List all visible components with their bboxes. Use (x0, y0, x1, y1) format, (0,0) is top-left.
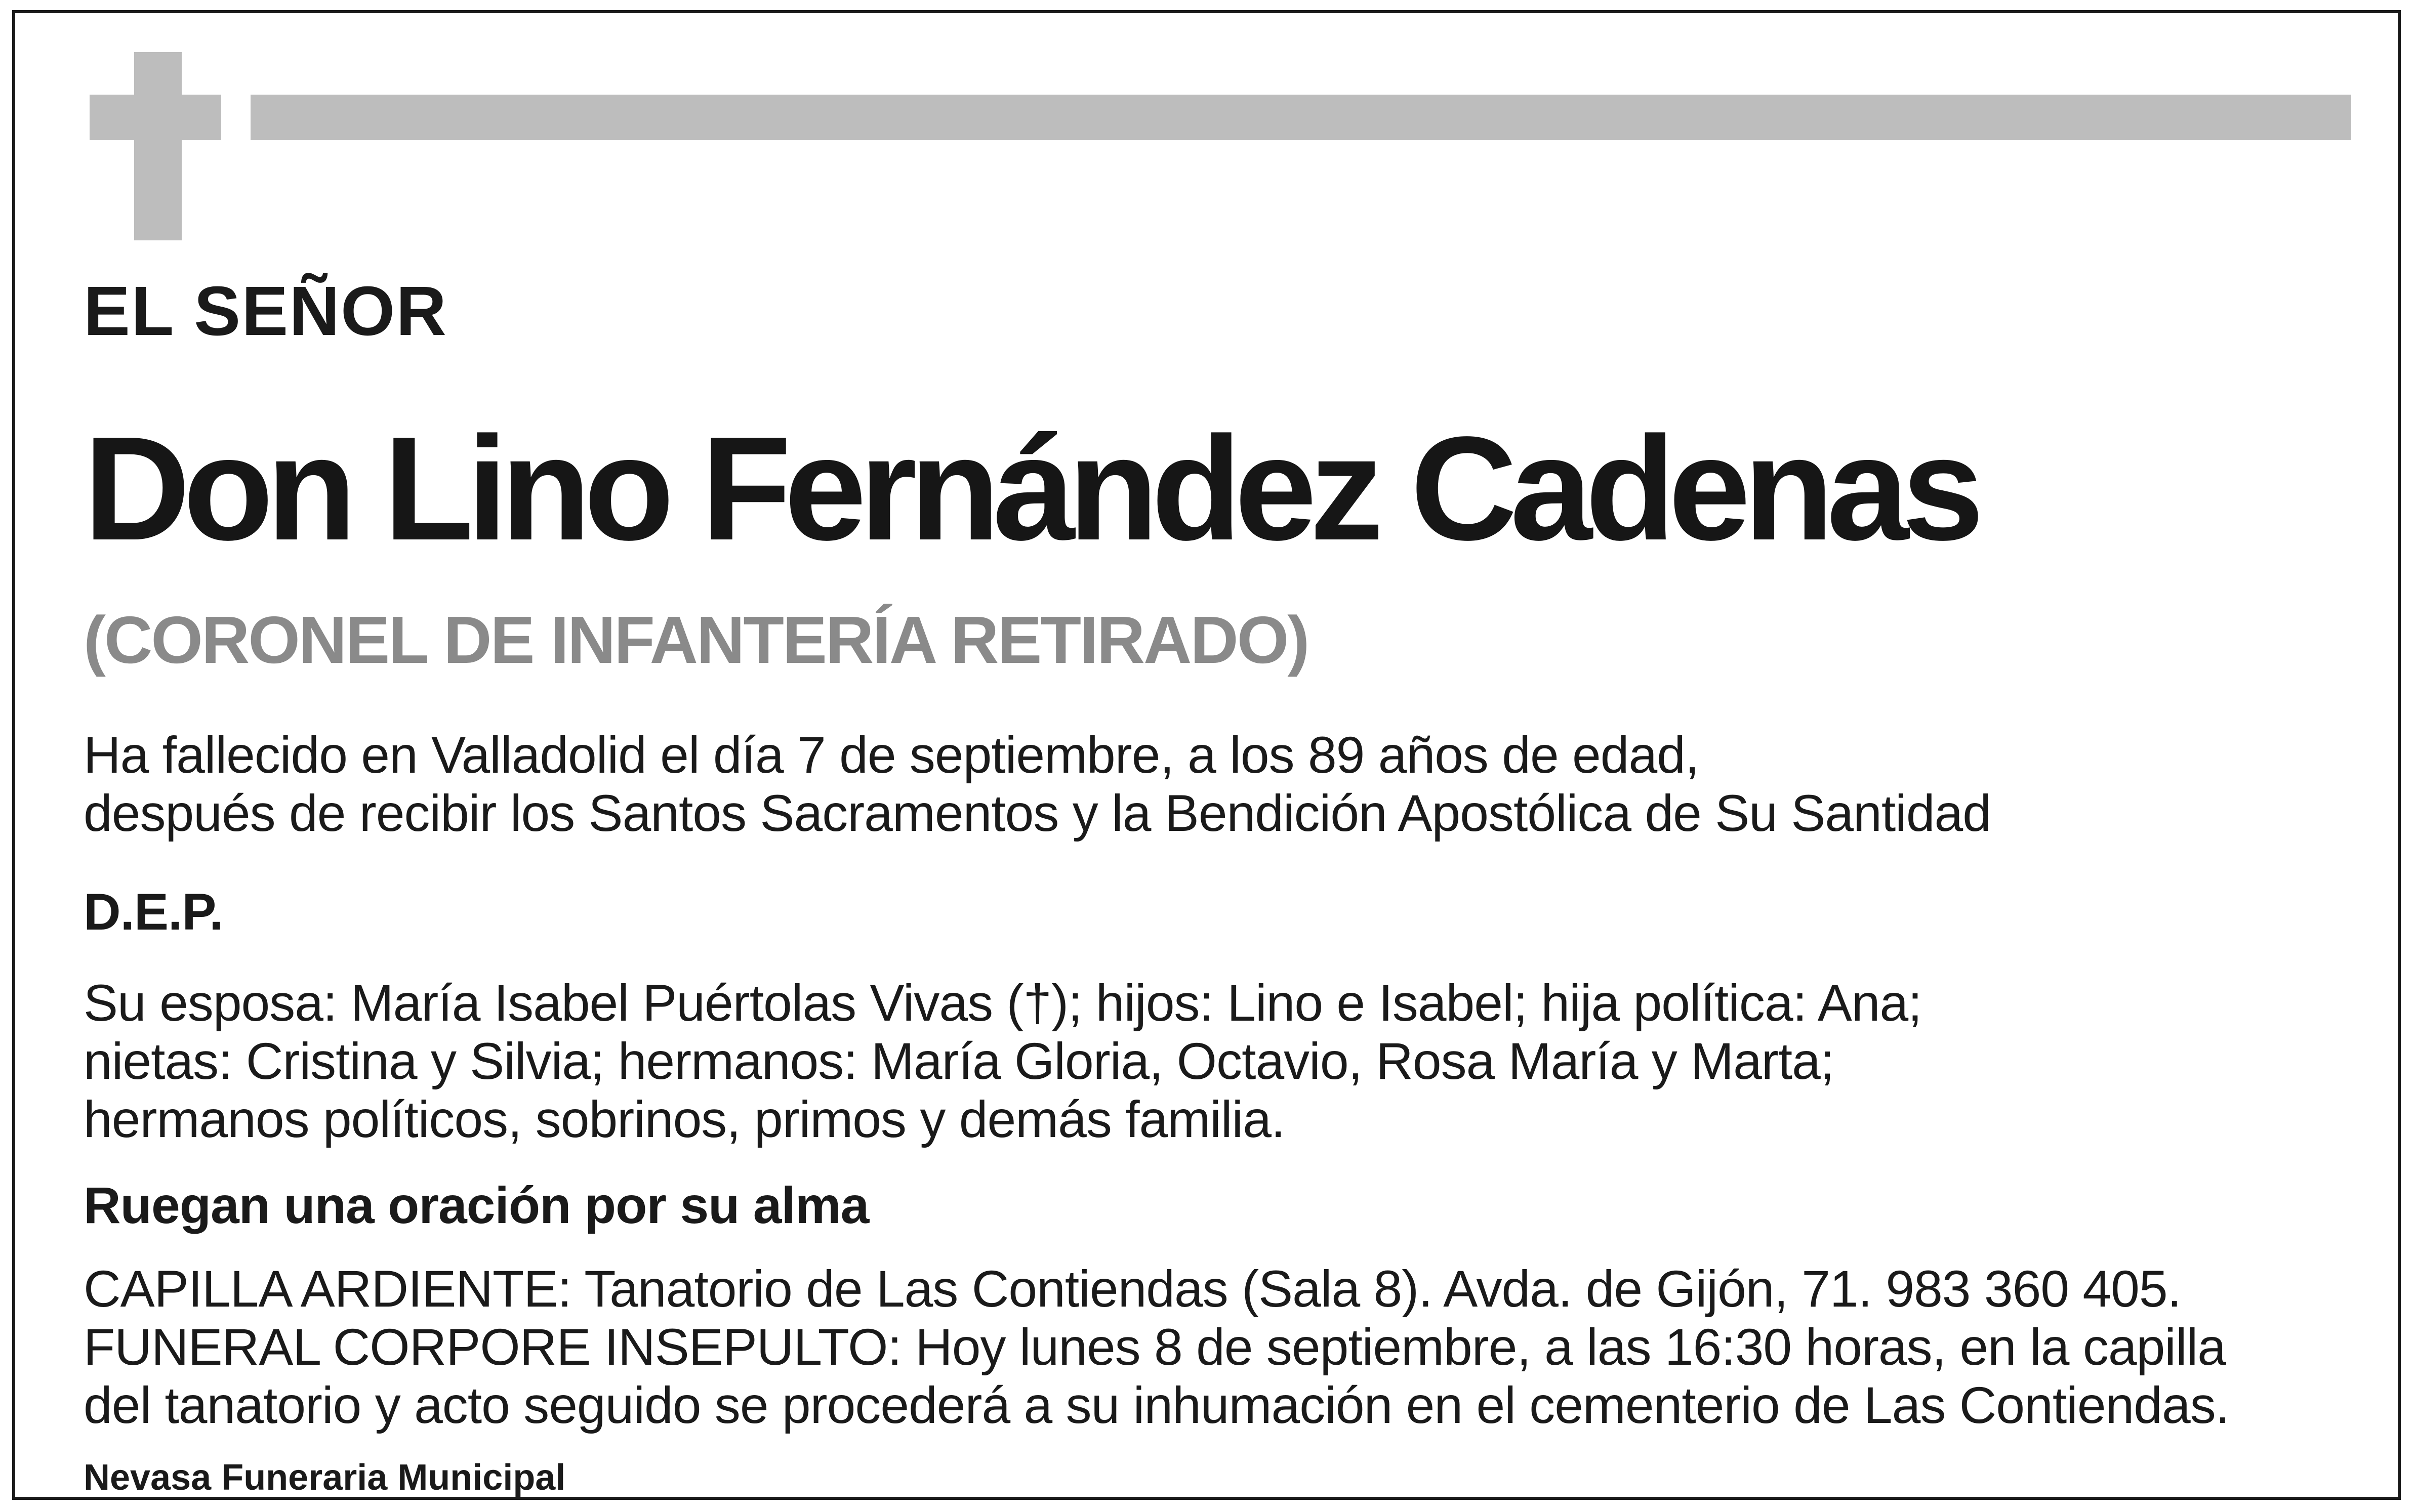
cross-icon-horizontal (90, 95, 221, 140)
funeral-home: Nevasa Funeraria Municipal (84, 1457, 566, 1498)
rip-text: D.E.P. (84, 883, 223, 941)
prayer-request: Ruegan una oración por su alma (84, 1177, 869, 1234)
services-line-3: del tanatorio y acto seguido se procederá a su inhumación en el cementerio de Las Contiendas. (84, 1376, 2230, 1434)
announcement-line-1: Ha fallecido en Valladolid el día 7 de septiembre, a los 89 años de edad, (84, 726, 1699, 784)
family-line-1: Su esposa: María Isabel Puértolas Vivas (†); hijos: Lino e Isabel; hija política: Ana; (84, 974, 1922, 1032)
services-line-1: CAPILLA ARDIENTE: Tanatorio de Las Contiendas (Sala 8). Avda. de Gijón, 71. 983 360 405. (84, 1260, 2181, 1318)
deceased-name: Don Lino Fernández Cadenas (84, 406, 1977, 571)
cross-icon-vertical (134, 52, 182, 240)
announcement-line-2: después de recibir los Santos Sacramentos y la Bendición Apostólica de Su Santidad (84, 784, 1991, 842)
family-line-3: hermanos políticos, sobrinos, primos y demás familia. (84, 1090, 1285, 1148)
deceased-rank: (CORONEL DE INFANTERÍA RETIRADO) (84, 603, 1308, 677)
services-line-2: FUNERAL CORPORE INSEPULTO: Hoy lunes 8 de septiembre, a las 16:30 horas, en la capilla (84, 1318, 2226, 1376)
header-rule (251, 95, 2351, 140)
honorific: EL SEÑOR (84, 272, 447, 350)
family-line-2: nietas: Cristina y Silvia; hermanos: María Gloria, Octavio, Rosa María y Marta; (84, 1032, 1834, 1090)
